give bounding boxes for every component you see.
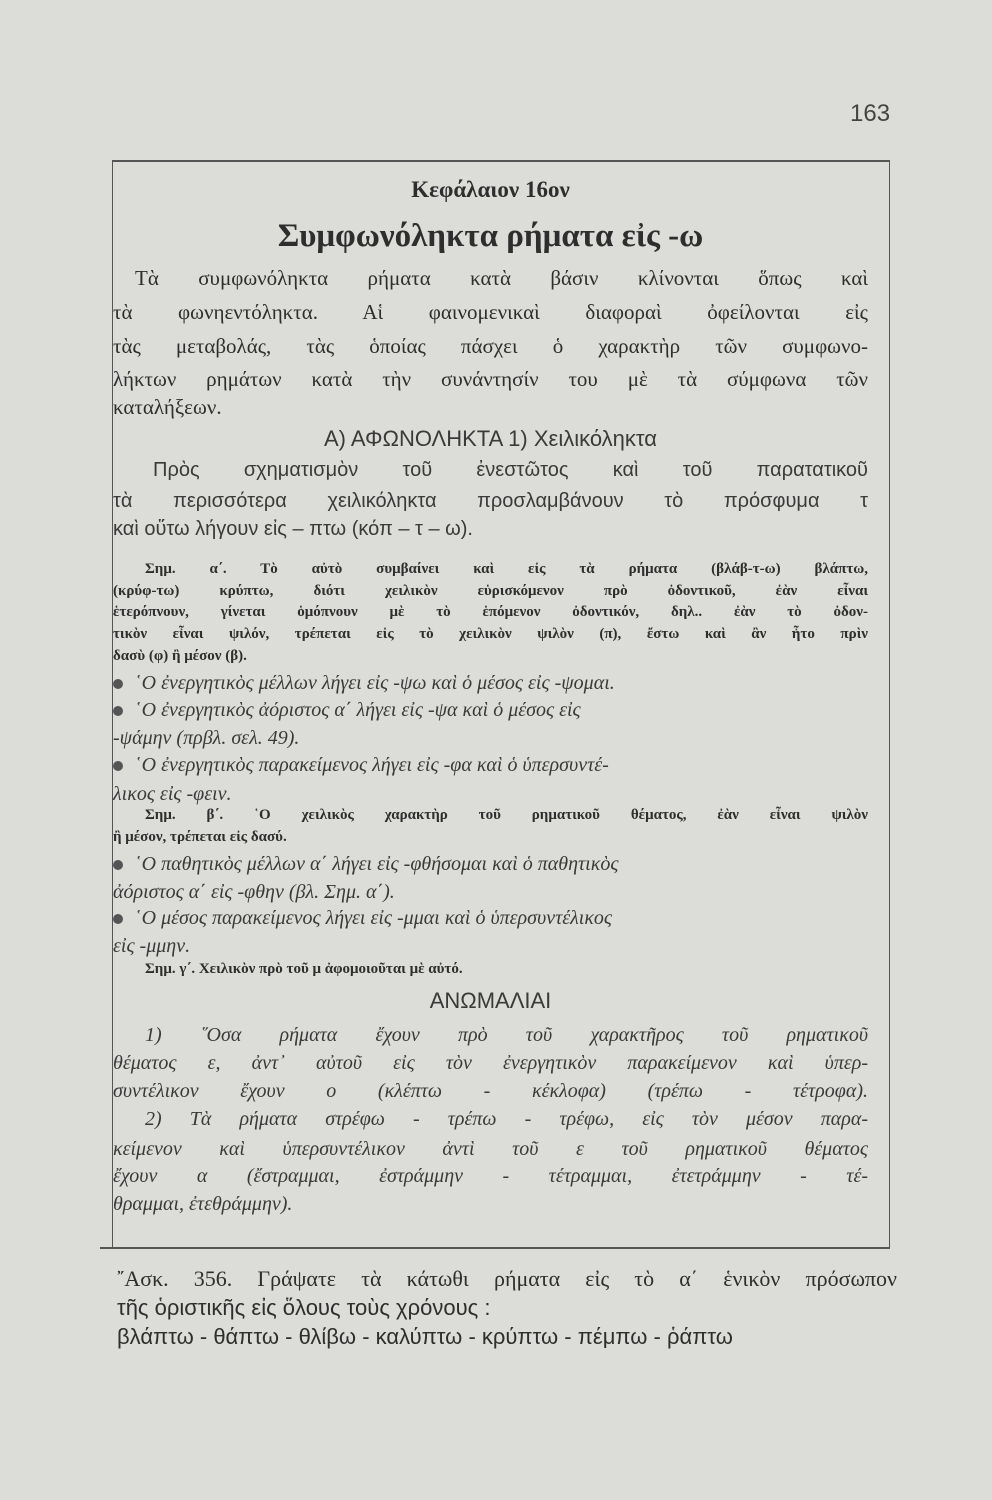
note-a-line: τικὸν εἶναι ψιλόν, τρέπεται εἰς τὸ χειλικὸν ψιλὸν (π), ἔστω καὶ ἂν ἦτο πρὶν	[113, 626, 868, 642]
intro-line: λήκτων ρημάτων κατὰ τὴν συνάντησίν του μὲ τὰ σύμφωνα τῶν	[113, 367, 868, 391]
anomaly-line: 1) ῞Οσα ρήματα ἔχουν πρὸ τοῦ χαρακτῆρος τοῦ ρηματικοῦ	[145, 1024, 868, 1046]
anomaly-line: κείμενον καὶ ὑπερσυντέλικον ἀντὶ τοῦ ε τοῦ ρηματικοῦ θέματος	[113, 1138, 868, 1160]
bullet-icon	[113, 860, 123, 870]
bullet-text: ῾Ο μέσος παρακείμενος λήγει εἰς -μμαι καὶ ὁ ὑπερσυντέλικος	[135, 907, 613, 929]
anomaly-line: θέματος ε, ἀντ᾽ αὐτοῦ εἰς τὸν ἐνεργητικὸν παρακείμενον καὶ ὑπερ-	[113, 1052, 868, 1074]
section-heading: Α) ΑΦΩΝΟΛΗΚΤΑ 1) Χειλικόληκτα	[324, 426, 657, 451]
bullet-continuation: -ψάμην (πρβλ. σελ. 49).	[113, 727, 300, 749]
anomaly-line: θραμμαι, ἐτεθράμμην).	[113, 1193, 293, 1215]
note-a-line: δασὺ (φ) ἢ μέσον (β).	[113, 648, 247, 664]
anomaly-line: συντέλικον ἔχουν ο (κλέπτω - κέκλοφα) (τρέπω - τέτροφα).	[113, 1080, 868, 1102]
intro-line: καταλήξεων.	[113, 395, 222, 419]
box-bottom-border	[100, 1247, 890, 1249]
box-right-border	[889, 160, 890, 1248]
rule-bullet	[113, 700, 868, 720]
bullet-text: ῾Ο ἐνεργητικὸς μέλλων λήγει εἰς -ψω καὶ ὁ μέσος εἰς -ψομαι.	[135, 672, 615, 694]
section-text-line: καὶ οὕτω λήγουν εἰς – πτω (κόπ – τ – ω).	[113, 518, 473, 540]
bullet-icon	[113, 914, 123, 924]
chapter-label: Κεφάλαιον 16ον	[411, 177, 570, 202]
note-a-line: (κρύφ-τω) κρύπτω, διότι χειλικὸν εὑρισκόμενον πρὸ ὀδοντικοῦ, ἐὰν εἶναι	[113, 583, 868, 599]
anomaly-line: 2) Τὰ ρήματα στρέφω - τρέπω - τρέφω, εἰς τὸν μέσον παρα-	[145, 1108, 868, 1130]
note-b-line: Σημ. β΄. ῾Ο χειλικὸς χαρακτὴρ τοῦ ρηματικοῦ θέματος, ἐὰν εἶναι ψιλὸν	[145, 807, 868, 823]
bullet-icon	[113, 761, 123, 771]
note-a-line: ἑτερόπνουν, γίνεται ὁμόπνουν μὲ τὸ ἑπόμενον ὀδοντικόν, δηλ.. ἐὰν τὸ ὀδον-	[113, 604, 868, 620]
section-text-line: τὰ περισσότερα χειλικόληκτα προσλαμβάνουν τὸ πρόσφυμα τ	[113, 490, 868, 512]
anomaly-line: ἔχουν α (ἔστραμμαι, ἐστράμμην - τέτραμμαι, ἐτετράμμην - τέ-	[113, 1165, 868, 1187]
intro-line: τὰ φωνηεντόληκτα. Αἱ φαινομενικαὶ διαφοραὶ ὀφείλονται εἰς	[113, 300, 868, 324]
bullet-continuation: λικος εἰς -φειν.	[113, 783, 232, 805]
rule-bullet	[113, 854, 868, 874]
exercise-line: τῆς ὁριστικῆς εἰς ὅλους τοὺς χρόνους :	[117, 1295, 491, 1320]
bullet-icon	[113, 706, 123, 716]
rule-bullet	[113, 673, 868, 693]
section-text-line: Πρὸς σχηματισμὸν τοῦ ἐνεστῶτος καὶ τοῦ παρατατικοῦ	[153, 459, 868, 481]
page-number: 163	[850, 100, 891, 127]
box-top-border	[112, 160, 890, 162]
bullet-continuation: εἰς -μμην.	[113, 935, 191, 957]
bullet-continuation: ἀόριστος α΄ εἰς -φθην (βλ. Σημ. α΄).	[113, 881, 395, 903]
note-b-line: ἢ μέσον, τρέπεται εἰς δασύ.	[113, 829, 287, 845]
note-a-line: Σημ. α΄. Τὸ αὐτὸ συμβαίνει καὶ εἰς τὰ ρήματα (βλάβ-τ-ω) βλάπτω,	[145, 561, 868, 577]
anomalies-heading: ΑΝΩΜΑΛΙΑΙ	[429, 988, 552, 1013]
intro-line: Τὰ συμφωνόληκτα ρήματα κατὰ βάσιν κλίνονται ὅπως καὶ	[135, 266, 868, 290]
exercise-verbs: βλάπτω - θάπτω - θλίβω - καλύπτω - κρύπτω - πέμπω - ῥάπτω	[117, 1324, 733, 1349]
bullet-text: ῾Ο παθητικὸς μέλλων α΄ λήγει εἰς -φθήσομαι καὶ ὁ παθητικὸς	[135, 853, 619, 875]
rule-bullet	[113, 755, 868, 775]
rule-bullet	[113, 908, 868, 928]
bullet-text: ῾Ο ἐνεργητικὸς παρακείμενος λήγει εἰς -φα καὶ ὁ ὑπερσυντέ-	[135, 754, 609, 776]
bullet-icon	[113, 679, 123, 689]
intro-line: τὰς μεταβολάς, τὰς ὁποίας πάσχει ὁ χαρακτὴρ τῶν συμφωνο-	[113, 334, 868, 358]
note-c: Σημ. γ΄. Χειλικὸν πρὸ τοῦ μ ἀφομοιοῦται μὲ αὐτό.	[145, 961, 463, 977]
page-title: Συμφωνόληκτα ρήματα εἰς -ω	[277, 218, 704, 254]
exercise-line: ῎Ασκ. 356. Γράψατε τὰ κάτωθι ρήματα εἰς τὸ α΄ ἑνικὸν πρόσωπον	[117, 1266, 897, 1291]
bullet-text: ῾Ο ἐνεργητικὸς ἀόριστος α΄ λήγει εἰς -ψα καὶ ὁ μέσος εἰς	[135, 699, 581, 721]
